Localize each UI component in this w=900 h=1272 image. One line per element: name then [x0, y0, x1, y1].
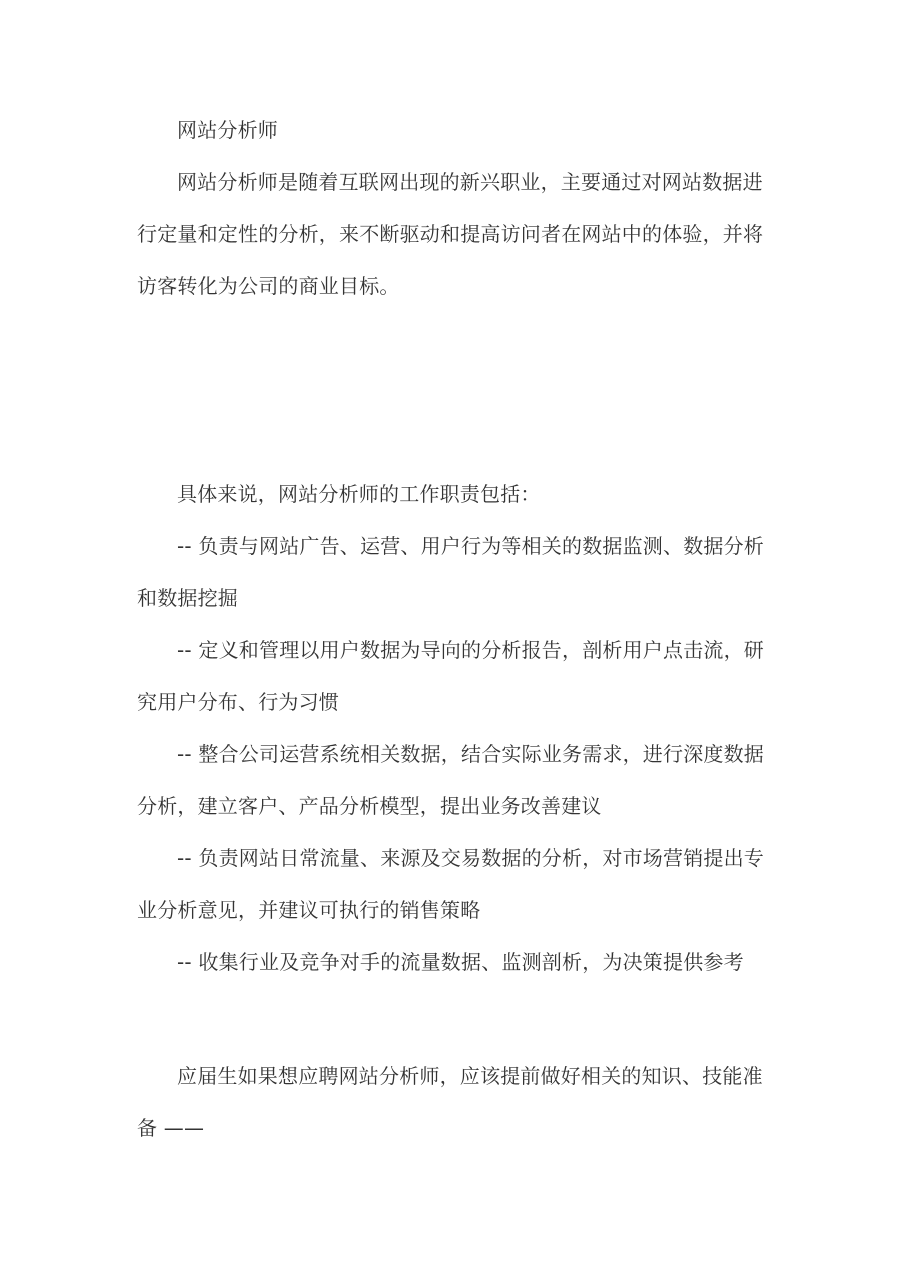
closing-paragraph: 应届生如果想应聘网站分析师，应该提前做好相关的知识、技能准备 ——	[137, 1064, 763, 1140]
duty-item: -- 整合公司运营系统相关数据，结合实际业务需求，进行深度数据分析，建立客户、产品分析模型，提出业务改善建议	[137, 742, 764, 818]
duties-intro-paragraph: 具体来说，网站分析师的工作职责包括：	[177, 482, 541, 506]
duty-item: -- 收集行业及竞争对手的流量数据、监测剖析，为决策提供参考	[177, 950, 744, 974]
intro-paragraph: 网站分析师是随着互联网出现的新兴职业，主要通过对网站数据进行定量和定性的分析，来不断驱动和提高访问者在网站中的体验，并将访客转化为公司的商业目标。	[137, 170, 764, 298]
duty-item: -- 负责网站日常流量、来源及交易数据的分析，对市场营销提出专业分析意见，并建议可执行的销售策略	[137, 846, 764, 922]
duty-item: -- 定义和管理以用户数据为导向的分析报告，剖析用户点击流，研究用户分布、行为习惯	[137, 638, 764, 714]
duty-item: -- 负责与网站广告、运营、用户行为等相关的数据监测、数据分析和数据挖掘	[137, 534, 764, 610]
article-heading: 网站分析师	[177, 118, 278, 142]
